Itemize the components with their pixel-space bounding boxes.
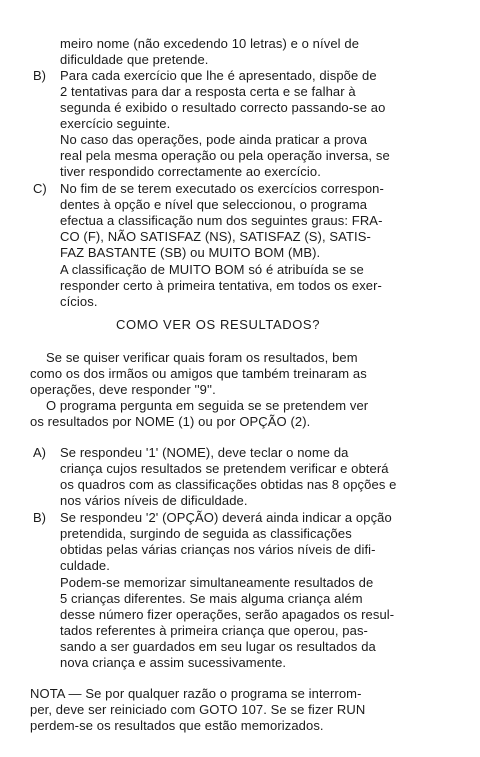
text-line: cícios.	[60, 294, 98, 309]
text-line: responder certo à primeira tentativa, em todos os exer-	[60, 278, 382, 293]
text-line: 5 crianças diferentes. Se mais alguma criança além	[60, 591, 363, 606]
text-line: os resultados por NOME (1) ou por OPÇÃO (2).	[30, 414, 311, 429]
text-line: exercício seguinte.	[60, 116, 171, 131]
text-line: dificuldade que pretende.	[60, 52, 209, 67]
text-line: tados referentes à primeira criança que operou, pas-	[60, 623, 368, 638]
text-line: os quadros com as classificações obtidas nas 8 opções e	[60, 477, 397, 492]
text-line: No fim de se terem executado os exercícios correspon-	[60, 181, 384, 196]
text-line: real pela mesma operação ou pela operação inversa, se	[60, 148, 390, 163]
text-line: efectua a classificação num dos seguintes graus: FRA-	[60, 213, 383, 228]
text-line: como os dos irmãos ou amigos que também treinaram as	[30, 366, 367, 381]
text-line: tiver respondido correctamente ao exercício.	[60, 164, 321, 179]
text-line: obtidas pelas várias crianças nos vários níveis de difi-	[60, 542, 376, 557]
text-line: meiro nome (não excedendo 10 letras) e o nível de	[60, 36, 360, 51]
text-line: criança cujos resultados se pretendem verificar e obterá	[60, 461, 389, 476]
text-line: Se respondeu '2' (OPÇÃO) deverá ainda indicar a opção	[60, 510, 392, 525]
text-line: Se respondeu '1' (NOME), deve teclar o nome da	[60, 445, 349, 460]
text-line: 2 tentativas para dar a resposta certa e se falhar à	[60, 84, 356, 99]
text-line: Podem-se memorizar simultaneamente resultados de	[60, 575, 374, 590]
list-marker: C)	[33, 181, 47, 196]
text-line: nos vários níveis de dificuldade.	[60, 493, 248, 508]
text-line: per, deve ser reiniciado com GOTO 107. Se se fizer RUN	[30, 702, 366, 717]
list-marker: B)	[33, 68, 46, 83]
text-line: segunda é exibido o resultado correcto passando-se ao	[60, 100, 386, 115]
text-line: NOTA — Se por qualquer razão o programa se interrom-	[30, 686, 362, 701]
text-line: desse número fizer operações, serão apagados os resul-	[60, 607, 395, 622]
text-line: sando a ser guardados em seu lugar os resultados da	[60, 639, 376, 654]
text-line: O programa pergunta em seguida se se pretendem ver	[46, 398, 369, 413]
list-marker: B)	[33, 510, 46, 525]
text-line: culdade.	[60, 558, 110, 573]
text-line: dentes à opção e nível que seleccionou, o programa	[60, 197, 368, 212]
text-line: pretendida, surgindo de seguida as classificações	[60, 526, 352, 541]
text-line: FAZ BASTANTE (SB) ou MUITO BOM (MB).	[60, 245, 321, 260]
text-line: CO (F), NÃO SATISFAZ (NS), SATISFAZ (S), SATIS-	[60, 229, 371, 244]
text-line: operações, deve responder ''9''.	[30, 382, 216, 397]
list-marker: A)	[33, 445, 46, 460]
text-line: Para cada exercício que lhe é apresentado, dispõe de	[60, 68, 377, 83]
text-line: nova criança e assim sucessivamente.	[60, 655, 287, 670]
section-heading: COMO VER OS RESULTADOS?	[116, 317, 321, 332]
text-line: perdem-se os resultados que estão memorizados.	[30, 718, 324, 733]
text-line: A classificação de MUITO BOM só é atribuída se se	[60, 262, 364, 277]
text-line: Se se quiser verificar quais foram os resultados, bem	[46, 350, 358, 365]
text-line: No caso das operações, pode ainda praticar a prova	[60, 132, 368, 147]
